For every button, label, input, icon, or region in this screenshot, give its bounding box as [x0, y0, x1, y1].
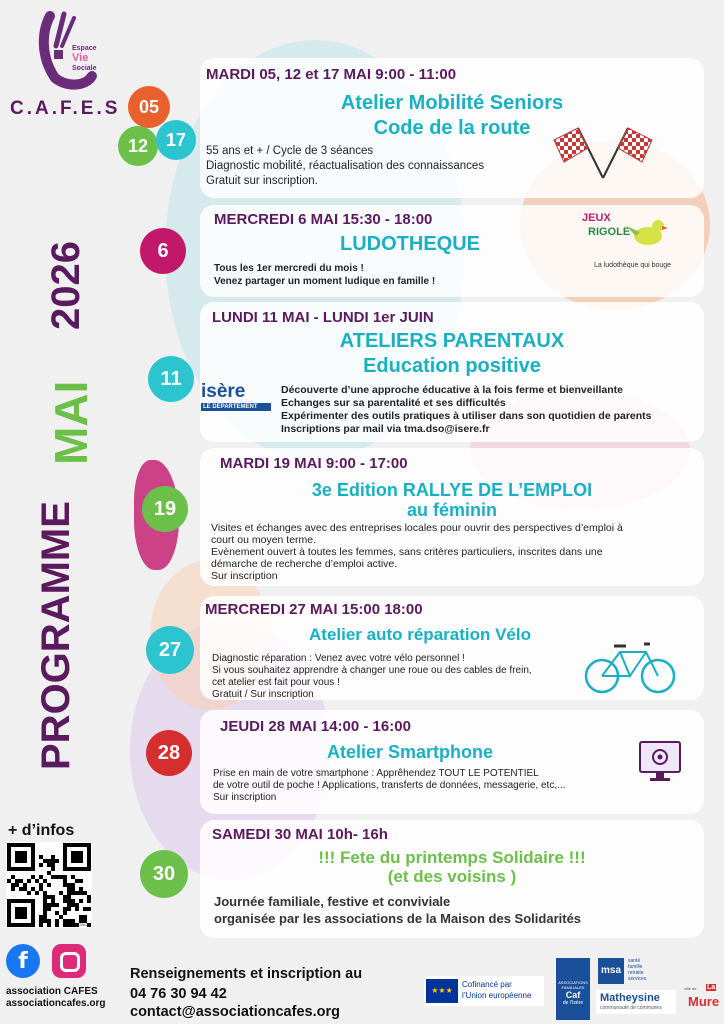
msa-logo — [598, 958, 658, 986]
event-line: démarche de recherche d’emploi active. — [211, 558, 398, 570]
event-line: court ou moyen terme. — [211, 534, 317, 546]
event-date: MARDI 19 MAI 9:00 - 17:00 — [220, 455, 408, 472]
assoc-website: associationcafes.org — [6, 998, 106, 1009]
caf-name: Caf — [565, 990, 581, 1000]
event-line: cet atelier est fait pour vous ! — [212, 677, 340, 688]
side-programme: PROGRAMME — [34, 501, 78, 770]
event-description — [281, 384, 652, 436]
facebook-icon[interactable]: f — [6, 944, 40, 978]
event-line: Sur inscription — [213, 792, 277, 803]
mure-la: La — [707, 984, 716, 991]
logo-text-line3: Sociale — [72, 65, 97, 72]
event-subtitle: Code de la route — [373, 117, 531, 139]
event-description — [213, 768, 565, 804]
contact-title: Renseignements et inscription au — [130, 966, 363, 982]
event-title: LUDOTHEQUE — [340, 233, 480, 255]
event-line: Sur inscription — [211, 570, 278, 582]
event-title: ATELIERS PARENTAUX — [339, 330, 565, 352]
badge-12: 12 — [118, 126, 158, 166]
qr-code[interactable] — [6, 842, 92, 928]
assoc-name: association CAFES — [6, 986, 98, 997]
event-line: Prise en main de votre smartphone : Apprêhendez TOUT LE POTENTIEL — [213, 768, 539, 779]
bicycle-icon — [580, 636, 680, 696]
event-line: Echanges sur sa parentalité et ses difficultés — [281, 397, 506, 409]
badge-17: 17 — [156, 120, 196, 160]
msa-line4: services — [628, 976, 647, 982]
event-description — [214, 262, 435, 288]
event-line: 55 ans et + / Cycle de 3 séances — [206, 145, 374, 157]
event-line: Evènement ouvert à toutes les femmes, sans critères particuliers, inscrites dans une — [211, 546, 603, 558]
event-line: Diagnostic mobilité, réactualisation des connaissances — [206, 160, 485, 172]
event-description — [212, 653, 532, 701]
mure-name: Mure — [688, 994, 720, 1009]
logo-line-rigole: RIGOLE — [588, 226, 631, 238]
event-title: Atelier auto réparation Vélo — [309, 625, 531, 644]
badge-05: 05 — [128, 86, 170, 128]
caf-line1: ASSOCIATIONS — [558, 980, 588, 985]
bird-icon — [626, 212, 668, 254]
contact-email[interactable]: contact@associationcafes.org — [130, 1004, 340, 1020]
event-line: Expérimenter des outils pratiques à utiliser dans son quotidien de parents — [281, 410, 652, 422]
side-month: MAI — [45, 380, 97, 465]
la-mure-logo — [684, 984, 722, 1014]
badge-19: 19 — [142, 486, 188, 532]
event-subtitle: Education positive — [363, 355, 541, 377]
org-name: C.A.F.E.S — [10, 98, 121, 119]
isere-logo — [201, 382, 271, 414]
event-line: de votre outil de poche ! Applications, transferts de données, messagerie, etc,... — [213, 780, 566, 791]
contact-phone: 04 76 30 94 42 — [130, 986, 227, 1002]
logo-caption: La ludothèque qui bouge — [594, 262, 672, 269]
msa-line3: retraite — [628, 970, 644, 976]
event-line: organisée par les associations de la Maison des Solidarités — [214, 911, 582, 926]
event-description — [211, 522, 623, 582]
computer-settings-icon — [636, 738, 684, 786]
more-info-label: + d’infos — [8, 822, 75, 839]
badge-6: 6 — [140, 228, 186, 274]
isere-logo-text: isère — [201, 381, 246, 402]
event-subtitle: (et des voisins ) — [387, 867, 517, 886]
event-description — [206, 144, 484, 189]
badge-28: 28 — [146, 730, 192, 776]
event-date: MERCREDI 27 MAI 15:00 18:00 — [205, 601, 423, 618]
eu-flag-icon: ★★★ — [426, 979, 458, 1003]
checkered-flags-icon — [548, 118, 658, 180]
msa-line2: famille — [628, 964, 643, 970]
event-line: Inscriptions par mail via tma.dso@isere.fr — [281, 423, 490, 435]
eu-line2: l’Union européenne — [462, 991, 532, 1000]
qr-caption: TONCS — [76, 922, 90, 927]
caf-line2: FAMILIALES — [561, 985, 585, 990]
eu-logo — [424, 976, 544, 1006]
logo-line-jeux: JEUX — [582, 212, 611, 224]
event-line: Gratuit / Sur inscription — [212, 689, 314, 700]
event-line: Journée familiale, festive et conviviale — [214, 894, 451, 909]
instagram-icon[interactable] — [52, 944, 86, 978]
caf-logo — [556, 958, 590, 1020]
event-line: Si vous souhaitez apprendre à changer une roue ou des cables de frein, — [212, 665, 532, 676]
caf-sub: de l’Isère — [562, 1000, 584, 1006]
event-title: 3e Edition RALLYE DE L’EMPLOI — [311, 480, 593, 500]
msa-line1: santé — [628, 958, 641, 964]
event-line: Venez partager un moment ludique en famille ! — [214, 276, 436, 287]
matheysine-sub: communauté de communes — [600, 1005, 662, 1011]
eu-line1: Cofinancé par — [462, 980, 512, 989]
event-date: LUNDI 11 MAI - LUNDI 1er JUIN — [212, 309, 434, 326]
event-line: Gratuit sur inscription. — [206, 175, 318, 187]
event-title: !!! Fete du printemps Solidaire !!! — [318, 848, 586, 867]
mure-top: ville de — [684, 986, 697, 991]
event-line: Découverte d’une approche éducative à la fois ferme et bienveillante — [281, 384, 623, 396]
isere-logo-sub: LE DÉPARTEMENT — [201, 403, 271, 411]
event-date: MARDI 05, 12 et 17 MAI 9:00 - 11:00 — [206, 66, 457, 83]
event-title: Atelier Smartphone — [326, 742, 494, 762]
event-date: MERCREDI 6 MAI 15:30 - 18:00 — [214, 211, 433, 228]
event-line: Visites et échanges avec des entreprises locales pour ouvrir des perspectives d’emploi à — [211, 522, 623, 534]
jeux-rigole-logo — [578, 210, 670, 280]
badge-30: 30 — [140, 850, 188, 898]
logo-text-line1: Espace — [72, 45, 97, 52]
event-title: Atelier Mobilité Seniors — [340, 92, 564, 114]
event-date: SAMEDI 30 MAI 10h- 16h — [212, 826, 388, 843]
event-line: Diagnostic réparation : Venez avec votre vélo personnel ! — [212, 653, 465, 664]
matheysine-name: Matheysine — [600, 992, 660, 1004]
matheysine-logo — [596, 990, 676, 1014]
badge-27: 27 — [146, 626, 194, 674]
logo-text-line2: Vie — [72, 52, 89, 64]
event-line: Tous les 1er mercredi du mois ! — [214, 263, 364, 274]
event-description — [214, 893, 581, 927]
badge-11: 11 — [148, 356, 194, 402]
event-date: JEUDI 28 MAI 14:00 - 16:00 — [220, 718, 411, 735]
event-subtitle: au féminin — [406, 500, 497, 520]
side-year: 2026 — [44, 241, 88, 330]
msa-mark: msa — [598, 958, 624, 984]
